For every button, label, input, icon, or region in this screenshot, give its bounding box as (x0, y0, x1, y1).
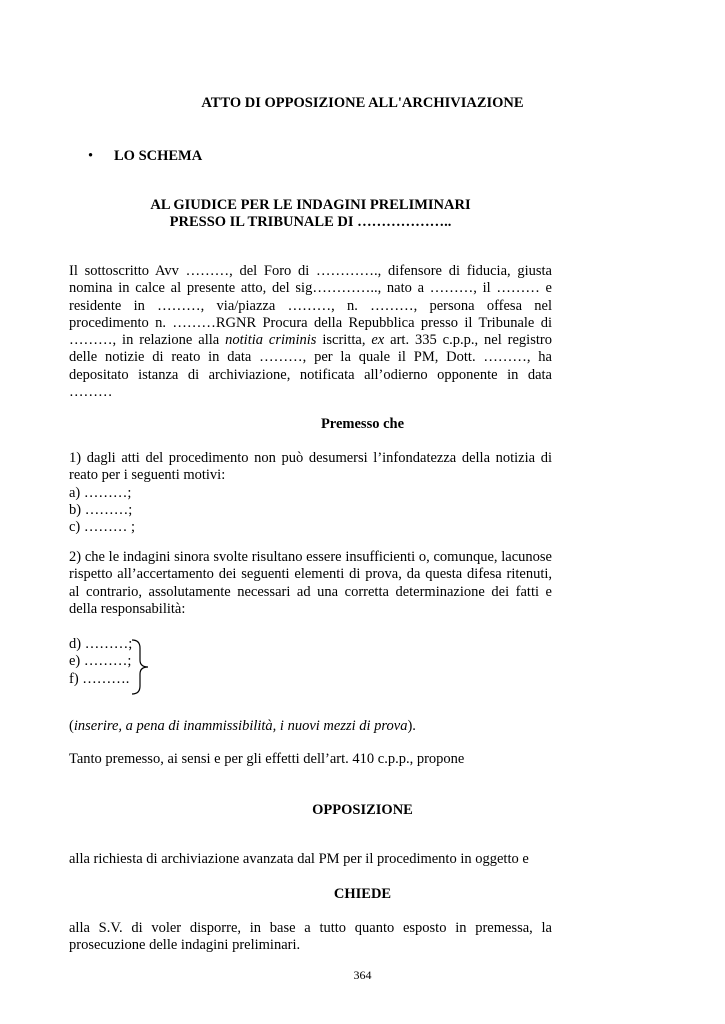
bullet-label: LO SCHEMA (114, 148, 203, 164)
bullet-icon: • (88, 148, 94, 164)
right-brace-icon (130, 638, 154, 696)
note-open: ( (69, 718, 74, 734)
list-item: c) ……… ; (69, 519, 136, 536)
intro-text-3: art. 335 c.p.p., nel registro delle notizie di reato in data ………, per la quale il PM, Dott. ………, ha depositato istanza di archiviazione, notificata all’odierno opponente in data ……… (69, 332, 552, 401)
chiede-heading: CHIEDE (333, 886, 392, 902)
addressee-line-2: PRESSO IL TRIBUNALE DI ……………….. (169, 214, 452, 230)
premesso-heading: Premesso che (320, 416, 405, 432)
list-item: b) ………; (69, 501, 133, 518)
point-2: 2) che le indagini sinora svolte risultano essere insufficienti o, comunque, lacunose rispetto all’accertamento dei seguenti elementi di prova, da questa difesa ritenuti, al contrario, assolutamente necessari ad una corretta determinazione dei fatti e della responsabilità: (69, 549, 552, 617)
list-item: e) ………; (69, 653, 132, 670)
intro-paragraph (69, 263, 552, 401)
intro-text-1: Il sottoscritto Avv ………, del Foro di …………., difensore di fiducia, giusta nomina in calce al presente atto, del sig………….., nato a ………, il ……… e residente in ………, via/piazza ………, n. ………, persona offesa nel procedimento n. ………RGNR Procura della Repubblica presso il Tribunale di ………, in relazione alla (69, 263, 552, 349)
section-bullet (88, 148, 202, 165)
tanto-premesso: Tanto premesso, ai sensi e per gli effetti dell’art. 410 c.p.p., propone (69, 751, 465, 767)
alla-richiesta: alla richiesta di archiviazione avanzata dal PM per il procedimento in oggetto e (69, 851, 529, 867)
intro-italic-2: ex (371, 332, 385, 349)
page-number: 364 (353, 968, 372, 982)
note-italic: inserire, a pena di inammissibilità, i nuovi mezzi di prova (73, 718, 408, 734)
intro-italic-1: notitia criminis (225, 332, 317, 349)
intro-text-2: iscritta, (316, 332, 372, 349)
addressee-line-1: AL GIUDICE PER LE INDAGINI PRELIMINARI (150, 197, 471, 213)
closing-paragraph: alla S.V. di voler disporre, in base a tutto quanto esposto in premessa, la prosecuzione delle indagini preliminari. (69, 920, 552, 954)
note-close: ). (407, 718, 416, 734)
opposizione-heading: OPPOSIZIONE (312, 802, 413, 818)
point-1-text: 1) dagli atti del procedimento non può desumersi l’infondatezza della notizia di reato per i seguenti motivi: (69, 450, 552, 484)
list-item: f) ………. (69, 670, 130, 687)
note-line (69, 718, 552, 735)
list-item: d) ………; (69, 636, 133, 652)
document-title: ATTO DI OPPOSIZIONE ALL'ARCHIVIAZIONE (201, 95, 524, 111)
point-1 (69, 450, 552, 536)
list-item: a) ………; (69, 484, 132, 501)
